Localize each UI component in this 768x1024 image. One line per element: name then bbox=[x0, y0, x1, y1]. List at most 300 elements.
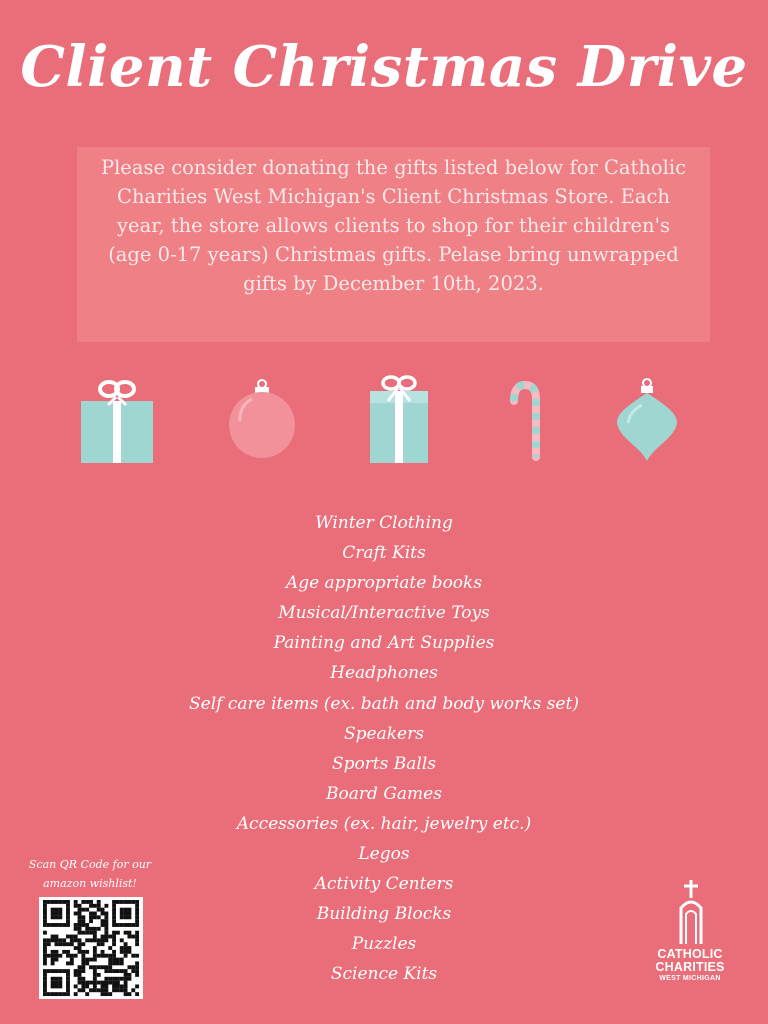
qr-module bbox=[135, 969, 139, 973]
qr-module bbox=[51, 981, 55, 985]
qr-module bbox=[131, 900, 135, 904]
qr-module bbox=[70, 935, 74, 939]
qr-module bbox=[120, 900, 124, 904]
qr-module bbox=[51, 908, 55, 912]
qr-module bbox=[97, 927, 101, 931]
qr-module bbox=[47, 969, 51, 973]
qr-module bbox=[51, 954, 55, 958]
qr-module bbox=[66, 973, 70, 977]
qr-module bbox=[135, 900, 139, 904]
candy-cane-icon bbox=[500, 375, 550, 465]
qr-module bbox=[120, 923, 124, 927]
qr-module bbox=[124, 950, 128, 954]
qr-module bbox=[85, 927, 89, 931]
qr-module bbox=[66, 942, 70, 946]
qr-module bbox=[78, 919, 82, 923]
qr-module bbox=[127, 946, 131, 950]
qr-module bbox=[124, 923, 128, 927]
qr-module bbox=[135, 973, 139, 977]
qr-module bbox=[85, 938, 89, 942]
qr-module bbox=[112, 931, 116, 935]
qr-module bbox=[101, 988, 105, 992]
qr-module bbox=[97, 915, 101, 919]
qr-module bbox=[51, 938, 55, 942]
qr-module bbox=[74, 984, 78, 988]
qr-module bbox=[89, 919, 93, 923]
qr-module bbox=[70, 954, 74, 958]
qr-module bbox=[43, 904, 47, 908]
qr-module bbox=[89, 915, 93, 919]
qr-module bbox=[135, 931, 139, 935]
qr-module bbox=[81, 915, 85, 919]
qr-module bbox=[127, 923, 131, 927]
qr-module bbox=[78, 938, 82, 942]
qr-module bbox=[81, 942, 85, 946]
qr-module bbox=[81, 919, 85, 923]
qr-module bbox=[97, 988, 101, 992]
qr-module bbox=[112, 958, 116, 962]
qr-module bbox=[131, 988, 135, 992]
qr-module bbox=[104, 938, 108, 942]
qr-module bbox=[131, 969, 135, 973]
intro-text: Please consider donating the gifts listed below for Catholic Charities West Michigan's Client Christmas Store. Each year, the store allows clients to shop for their children's (age 0-17 years) Christmas gifts. Pelase bring unwrapped gifts by December 10th, 2023. bbox=[100, 156, 687, 295]
qr-module bbox=[108, 961, 112, 965]
qr-module bbox=[74, 992, 78, 996]
qr-caption bbox=[20, 855, 160, 893]
qr-module bbox=[97, 973, 101, 977]
qr-module bbox=[66, 961, 70, 965]
qr-module bbox=[81, 950, 85, 954]
qr-module bbox=[66, 904, 70, 908]
qr-module bbox=[135, 942, 139, 946]
qr-module bbox=[62, 992, 66, 996]
qr-module bbox=[58, 981, 62, 985]
qr-module bbox=[97, 942, 101, 946]
qr-module bbox=[101, 950, 105, 954]
qr-module bbox=[43, 938, 47, 942]
qr-module bbox=[58, 912, 62, 916]
qr-module bbox=[120, 938, 124, 942]
qr-module bbox=[62, 950, 66, 954]
qr-module bbox=[101, 908, 105, 912]
qr-module bbox=[112, 981, 116, 985]
qr-module bbox=[135, 923, 139, 927]
list-item: Age appropriate books bbox=[285, 573, 483, 594]
qr-module bbox=[81, 981, 85, 985]
qr-module bbox=[127, 935, 131, 939]
qr-module bbox=[116, 923, 120, 927]
qr-module bbox=[51, 992, 55, 996]
qr-module bbox=[66, 988, 70, 992]
qr-module bbox=[51, 961, 55, 965]
qr-module bbox=[93, 946, 97, 950]
qr-module bbox=[47, 900, 51, 904]
qr-module bbox=[81, 931, 85, 935]
qr-module bbox=[43, 988, 47, 992]
qr-module bbox=[135, 912, 139, 916]
qr-module bbox=[124, 942, 128, 946]
qr-module bbox=[112, 969, 116, 973]
qr-module bbox=[108, 969, 112, 973]
logo-line: CHARITIES bbox=[655, 960, 725, 974]
qr-module bbox=[135, 965, 139, 969]
qr-module bbox=[89, 912, 93, 916]
qr-module bbox=[85, 931, 89, 935]
qr-module bbox=[112, 904, 116, 908]
qr-module bbox=[101, 935, 105, 939]
qr-module bbox=[108, 965, 112, 969]
qr-module bbox=[112, 938, 116, 942]
qr-module bbox=[116, 958, 120, 962]
page-title: Client Christmas Drive bbox=[20, 34, 748, 100]
qr-module bbox=[62, 938, 66, 942]
qr-module bbox=[101, 923, 105, 927]
qr-module bbox=[89, 988, 93, 992]
qr-module bbox=[89, 931, 93, 935]
qr-module bbox=[89, 904, 93, 908]
qr-module bbox=[127, 950, 131, 954]
qr-module bbox=[51, 900, 55, 904]
qr-module bbox=[43, 946, 47, 950]
qr-module bbox=[89, 900, 93, 904]
qr-caption-line: Scan QR Code for our bbox=[28, 858, 152, 871]
qr-module bbox=[120, 977, 124, 981]
qr-module bbox=[55, 938, 59, 942]
qr-module bbox=[104, 919, 108, 923]
qr-module bbox=[66, 915, 70, 919]
qr-module bbox=[66, 950, 70, 954]
qr-module bbox=[55, 900, 59, 904]
qr-module bbox=[81, 961, 85, 965]
qr-module bbox=[104, 935, 108, 939]
qr-module bbox=[51, 923, 55, 927]
qr-module bbox=[116, 931, 120, 935]
qr-module bbox=[108, 935, 112, 939]
qr-module bbox=[58, 908, 62, 912]
qr-module bbox=[55, 923, 59, 927]
qr-module bbox=[104, 927, 108, 931]
qr-module bbox=[66, 900, 70, 904]
list-item: Accessories (ex. hair, jewelry etc.) bbox=[236, 813, 532, 834]
qr-module bbox=[120, 984, 124, 988]
qr-module bbox=[116, 900, 120, 904]
list-item: Activity Centers bbox=[314, 874, 454, 895]
qr-module bbox=[124, 977, 128, 981]
qr-module bbox=[89, 938, 93, 942]
qr-module bbox=[93, 977, 97, 981]
qr-module bbox=[55, 958, 59, 962]
qr-module bbox=[124, 931, 128, 935]
list-item: Science Kits bbox=[330, 964, 438, 985]
qr-module bbox=[124, 969, 128, 973]
logo-line: CATHOLIC bbox=[657, 947, 723, 961]
qr-module bbox=[78, 988, 82, 992]
qr-module bbox=[43, 915, 47, 919]
qr-module bbox=[62, 942, 66, 946]
qr-module bbox=[43, 950, 47, 954]
qr-module bbox=[127, 912, 131, 916]
qr-module bbox=[78, 969, 82, 973]
qr-module bbox=[97, 954, 101, 958]
qr-module bbox=[124, 981, 128, 985]
qr-module bbox=[81, 977, 85, 981]
qr-module bbox=[104, 904, 108, 908]
qr-module bbox=[43, 977, 47, 981]
qr-module bbox=[78, 927, 82, 931]
cross-building-icon bbox=[681, 880, 701, 944]
qr-module bbox=[74, 938, 78, 942]
qr-module bbox=[108, 958, 112, 962]
qr-module bbox=[66, 919, 70, 923]
qr-module bbox=[124, 992, 128, 996]
qr-module bbox=[78, 965, 82, 969]
qr-module bbox=[93, 954, 97, 958]
qr-module bbox=[78, 931, 82, 935]
list-item: Painting and Art Supplies bbox=[273, 633, 495, 654]
qr-module bbox=[93, 935, 97, 939]
qr-module bbox=[120, 912, 124, 916]
qr-module bbox=[89, 927, 93, 931]
qr-module bbox=[108, 992, 112, 996]
qr-module bbox=[120, 915, 124, 919]
qr-module bbox=[51, 958, 55, 962]
qr-module bbox=[93, 927, 97, 931]
qr-module bbox=[43, 923, 47, 927]
qr-module bbox=[116, 961, 120, 965]
qr-module bbox=[51, 969, 55, 973]
qr-module bbox=[78, 977, 82, 981]
qr-module bbox=[120, 908, 124, 912]
qr-module bbox=[43, 908, 47, 912]
qr-module bbox=[101, 984, 105, 988]
qr-module bbox=[101, 981, 105, 985]
qr-module bbox=[85, 958, 89, 962]
qr-module bbox=[62, 900, 66, 904]
qr-module bbox=[81, 984, 85, 988]
qr-module bbox=[58, 938, 62, 942]
qr-module bbox=[112, 908, 116, 912]
qr-module bbox=[51, 984, 55, 988]
qr-module bbox=[104, 912, 108, 916]
qr-module bbox=[112, 915, 116, 919]
qr-module bbox=[85, 984, 89, 988]
qr-module bbox=[78, 908, 82, 912]
qr-module bbox=[43, 919, 47, 923]
qr-module bbox=[93, 912, 97, 916]
qr-module bbox=[93, 915, 97, 919]
qr-module bbox=[55, 935, 59, 939]
qr-module bbox=[116, 969, 120, 973]
qr-module bbox=[47, 954, 51, 958]
qr-module bbox=[131, 965, 135, 969]
logo-line: WEST MICHIGAN bbox=[659, 975, 721, 982]
qr-module bbox=[93, 973, 97, 977]
qr-module bbox=[104, 992, 108, 996]
qr-module bbox=[93, 938, 97, 942]
qr-module bbox=[74, 973, 78, 977]
qr-module bbox=[97, 981, 101, 985]
qr-module bbox=[112, 935, 116, 939]
qr-module bbox=[81, 965, 85, 969]
qr-module bbox=[43, 931, 47, 935]
qr-module bbox=[104, 965, 108, 969]
qr-module bbox=[78, 923, 82, 927]
qr-module bbox=[81, 900, 85, 904]
qr-module bbox=[124, 912, 128, 916]
qr-module bbox=[135, 938, 139, 942]
qr-module bbox=[127, 992, 131, 996]
qr-module bbox=[135, 904, 139, 908]
qr-module bbox=[55, 984, 59, 988]
qr-module bbox=[116, 984, 120, 988]
list-item: Board Games bbox=[326, 783, 442, 804]
qr-module bbox=[51, 935, 55, 939]
qr-module bbox=[97, 965, 101, 969]
qr-module bbox=[89, 958, 93, 962]
qr-module bbox=[124, 984, 128, 988]
list-item: Winter Clothing bbox=[315, 513, 453, 533]
logo-text bbox=[640, 948, 740, 984]
qr-module bbox=[108, 954, 112, 958]
qr-module bbox=[78, 973, 82, 977]
qr-module bbox=[85, 981, 89, 985]
qr-module bbox=[135, 935, 139, 939]
qr-module bbox=[104, 977, 108, 981]
qr-module bbox=[112, 912, 116, 916]
list-item: Self care items (ex. bath and body works set) bbox=[189, 693, 579, 714]
qr-module bbox=[93, 981, 97, 985]
qr-module bbox=[74, 927, 78, 931]
intro-box bbox=[77, 147, 710, 342]
qr-module bbox=[78, 942, 82, 946]
qr-module bbox=[81, 969, 85, 973]
qr-module bbox=[66, 977, 70, 981]
qr-module bbox=[104, 931, 108, 935]
qr-code[interactable] bbox=[39, 897, 143, 999]
qr-module bbox=[51, 977, 55, 981]
qr-module bbox=[127, 973, 131, 977]
qr-module bbox=[47, 992, 51, 996]
qr-module bbox=[78, 904, 82, 908]
qr-module bbox=[66, 954, 70, 958]
qr-module bbox=[43, 958, 47, 962]
list-item: Building Blocks bbox=[316, 904, 452, 925]
qr-module bbox=[43, 912, 47, 916]
qr-module bbox=[66, 969, 70, 973]
qr-module bbox=[43, 942, 47, 946]
qr-module bbox=[93, 965, 97, 969]
list-item: Puzzles bbox=[351, 934, 417, 955]
qr-module bbox=[43, 961, 47, 965]
qr-module bbox=[112, 977, 116, 981]
qr-module bbox=[101, 992, 105, 996]
qr-module bbox=[135, 961, 139, 965]
qr-module bbox=[51, 950, 55, 954]
list-item: Headphones bbox=[330, 663, 438, 684]
qr-module bbox=[70, 938, 74, 942]
qr-module bbox=[120, 988, 124, 992]
qr-module bbox=[101, 942, 105, 946]
qr-module bbox=[89, 981, 93, 985]
qr-module bbox=[81, 908, 85, 912]
qr-module bbox=[55, 942, 59, 946]
qr-module bbox=[85, 923, 89, 927]
qr-module bbox=[93, 931, 97, 935]
qr-module bbox=[116, 977, 120, 981]
qr-module bbox=[74, 923, 78, 927]
qr-module bbox=[74, 969, 78, 973]
qr-module bbox=[97, 900, 101, 904]
qr-module bbox=[112, 950, 116, 954]
qr-module bbox=[135, 954, 139, 958]
qr-module bbox=[127, 931, 131, 935]
qr-module bbox=[120, 946, 124, 950]
qr-module bbox=[112, 984, 116, 988]
qr-module bbox=[104, 981, 108, 985]
qr-module bbox=[120, 958, 124, 962]
qr-module bbox=[93, 984, 97, 988]
qr-module bbox=[62, 923, 66, 927]
qr-module bbox=[93, 969, 97, 973]
qr-module bbox=[58, 915, 62, 919]
qr-module bbox=[55, 954, 59, 958]
icon-row bbox=[0, 375, 768, 470]
qr-module bbox=[58, 923, 62, 927]
qr-module bbox=[70, 942, 74, 946]
qr-module bbox=[89, 965, 93, 969]
qr-module bbox=[93, 958, 97, 962]
qr-module bbox=[127, 915, 131, 919]
qr-module bbox=[101, 954, 105, 958]
qr-module bbox=[112, 900, 116, 904]
qr-module bbox=[101, 919, 105, 923]
qr-module bbox=[47, 938, 51, 942]
qr-module bbox=[78, 912, 82, 916]
qr-module bbox=[104, 954, 108, 958]
qr-module bbox=[55, 981, 59, 985]
qr-module bbox=[104, 984, 108, 988]
qr-module bbox=[112, 961, 116, 965]
qr-module bbox=[66, 992, 70, 996]
qr-module bbox=[85, 992, 89, 996]
qr-module bbox=[104, 923, 108, 927]
qr-module bbox=[70, 958, 74, 962]
qr-module bbox=[104, 915, 108, 919]
qr-module bbox=[135, 915, 139, 919]
qr-module bbox=[58, 954, 62, 958]
qr-module bbox=[124, 900, 128, 904]
qr-module bbox=[58, 900, 62, 904]
qr-module bbox=[131, 935, 135, 939]
qr-module bbox=[66, 981, 70, 985]
qr-module bbox=[131, 923, 135, 927]
qr-module bbox=[131, 954, 135, 958]
qr-module bbox=[93, 950, 97, 954]
qr-module bbox=[55, 992, 59, 996]
gift-box-icon bbox=[368, 375, 430, 465]
qr-module bbox=[127, 977, 131, 981]
list-item: Legos bbox=[358, 844, 410, 865]
list-item: Craft Kits bbox=[342, 543, 426, 564]
qr-module bbox=[85, 900, 89, 904]
qr-module bbox=[51, 915, 55, 919]
qr-module bbox=[124, 973, 128, 977]
qr-module bbox=[43, 992, 47, 996]
qr-module bbox=[47, 942, 51, 946]
qr-module bbox=[112, 988, 116, 992]
qr-module bbox=[58, 992, 62, 996]
list-item: Speakers bbox=[344, 723, 424, 744]
